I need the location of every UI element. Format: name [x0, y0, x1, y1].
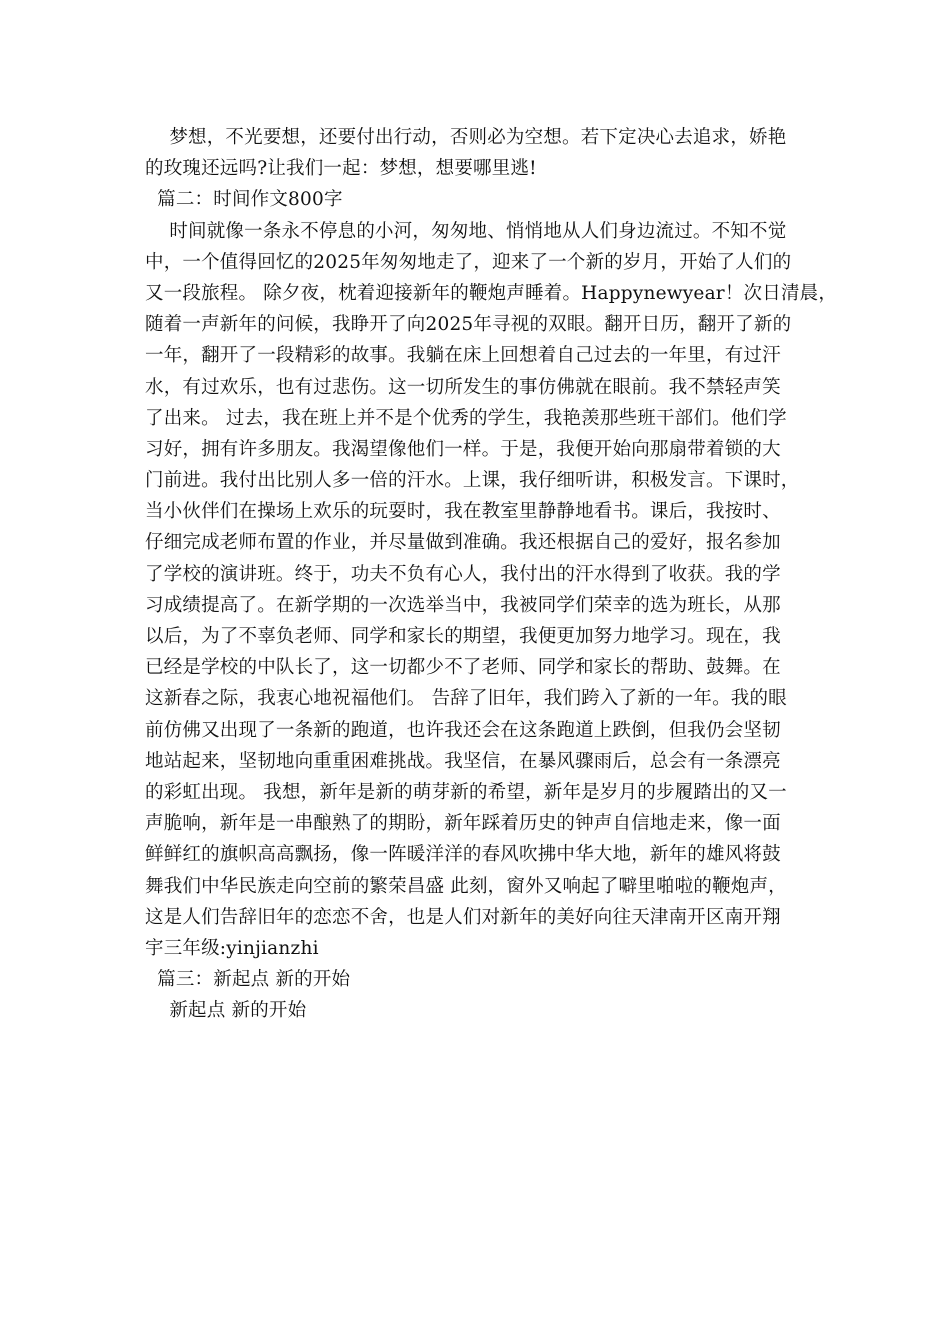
text-line-24: 鲜鲜红的旗帜高高飘扬，像一阵暖洋洋的春风吹拂中华大地，新年的雄风将鼓 [145, 844, 781, 866]
section-heading-2: 篇二：时间作文800字 [145, 189, 343, 211]
text-line-10: 了出来。 过去，我在班上并不是个优秀的学生，我艳羡那些班干部们。他们学 [145, 407, 787, 429]
text-line-16: 习成绩提高了。在新学期的一次选举当中，我被同学们荣幸的选为班长，从那 [145, 594, 781, 616]
text-line-15: 了学校的演讲班。终于，功夫不负有心人，我付出的汗水得到了收获。我的学 [145, 563, 781, 585]
text-line-6: 又一段旅程。 除夕夜，枕着迎接新年的鞭炮声睡着。Happynewyear！次日清晨， [145, 282, 838, 304]
text-line-8: 一年，翻开了一段精彩的故事。我躺在床上回想着自己过去的一年里，有过汗 [145, 345, 781, 367]
text-line-23: 声脆响，新年是一串酿熟了的期盼，新年踩着历史的钟声自信地走来，像一面 [145, 813, 781, 835]
text-line-27: 宇三年级:yinjianzhi [145, 937, 319, 959]
document-body [145, 122, 838, 1026]
text-line-22: 的彩虹出现。 我想，新年是新的萌芽新的希望，新年是岁月的步履踏出的又一 [145, 781, 787, 803]
text-line-11: 习好，拥有许多朋友。我渴望像他们一样。于是，我便开始向那扇带着锁的大 [145, 438, 781, 460]
text-line-14: 仔细完成老师布置的作业，并尽量做到准确。我还根据自己的爱好，报名参加 [145, 532, 781, 554]
text-line-1: 梦想，不光要想，还要付出行动，否则必为空想。若下定决心去追求，娇艳 [145, 127, 787, 148]
text-line-4: 时间就像一条永不停息的小河，匆匆地、悄悄地从人们身边流过。不知不觉 [145, 220, 787, 242]
text-line-20: 前仿佛又出现了一条新的跑道，也许我还会在这条跑道上跌倒，但我仍会坚韧 [145, 719, 781, 741]
text-line-7: 随着一声新年的问候，我睁开了向2025年寻视的双眼。翻开日历，翻开了新的 [145, 314, 792, 336]
text-line-12: 门前进。我付出比别人多一倍的汗水。上课，我仔细听讲，积极发言。下课时， [145, 470, 800, 492]
text-line-19: 这新春之际，我衷心地祝福他们。 告辞了旧年，我们跨入了新的一年。我的眼 [145, 688, 787, 710]
text-line-17: 以后，为了不辜负老师、同学和家长的期望，我便更加努力地学习。现在，我 [145, 626, 781, 647]
text-line-18: 已经是学校的中队长了，这一切都少不了老师、同学和家长的帮助、鼓舞。在 [145, 657, 781, 679]
text-line-9: 水，有过欢乐，也有过悲伤。这一切所发生的事仿佛就在眼前。我不禁轻声笑 [145, 376, 781, 398]
text-line-26: 这是人们告辞旧年的恋恋不舍，也是人们对新年的美好向往天津南开区南开翔 [145, 906, 781, 928]
text-line-13: 当小伙伴们在操场上欢乐的玩耍时，我在教室里静静地看书。课后，我按时、 [145, 501, 781, 523]
section-heading-3: 篇三：新起点 新的开始 [145, 969, 351, 991]
text-line-2: 的玫瑰还远吗?让我们一起：梦想，想要哪里逃! [145, 158, 537, 180]
subheading: 新起点 新的开始 [145, 1000, 307, 1022]
text-line-21: 地站起来，坚韧地向重重困难挑战。我坚信，在暴风骤雨后，总会有一条漂亮 [145, 750, 781, 772]
text-line-25: 舞我们中华民族走向空前的繁荣昌盛 此刻，窗外又响起了噼里啪啦的鞭炮声， [145, 875, 787, 897]
text-line-5: 中，一个值得回忆的2025年匆匆地走了，迎来了一个新的岁月，开始了人们的 [145, 251, 792, 273]
